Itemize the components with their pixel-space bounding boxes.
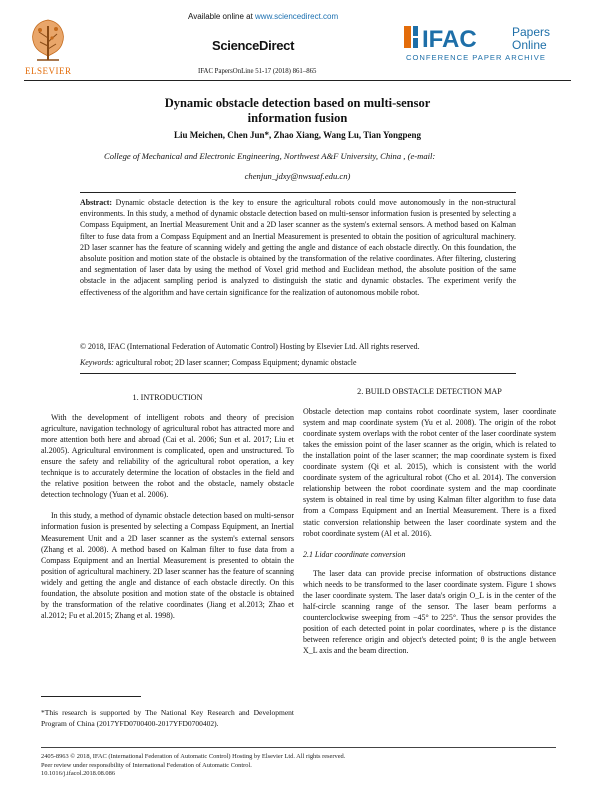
footer-doi: 10.1016/j.ifacol.2018.08.086 [41, 770, 116, 778]
affiliation-email: chenjun_jdxy@nwsuaf.edu.cn) [244, 171, 351, 181]
abstract-label: Abstract: [80, 198, 112, 207]
available-online-line [188, 12, 338, 21]
footer-peer-review: Peer review under responsibility of International Federation of Automatic Control. [41, 761, 252, 769]
elsevier-tree-logo [25, 16, 71, 64]
affiliation-line-1: College of Mechanical and Electronic Engineering, Northwest A&F University, China , (e-mail: [104, 151, 436, 161]
paper-title-line-1: Dynamic obstacle detection based on multi-sensor [164, 96, 431, 110]
intro-paragraph-1: With the development of intelligent robots and theory of precision agriculture, navigation technology of agricultural robot has attracted more and more attention both here and abroad (Cai et al. 2006; Sun et al. 2017; Liu et al.2005). Agricultural environment is complicated, open and unstructured. To ensure the safety and reliability of the agricultural robot operation, a key technique is to accurately determine the location of obstacles in the field and the relative position between the robot and the obstacle, namely obstacle detection technology (Yuan et al. 2006). [41, 413, 294, 500]
lidar-paragraph: The laser data can provide precise information of obstructions distance which needs to be transformed to the laser coordinate system. Figure 1 shows the laser coordinate system. The laser data's origin O_L is in the center of the half-circle scanning range of the sensor. The laser beam performs a counterclockwise sweeping from −45° to 225°. Thus the sensor provides the position of each detected point in polar coordinates, where ρ is the distance between reference origin and object's detected point; θ is the angle between X_L axis and the beam direction. [303, 568, 556, 655]
journal-citation: IFAC PapersOnLine 51-17 (2018) 861–865 [198, 68, 317, 75]
available-online-text: Available online at [188, 12, 256, 21]
section-heading-introduction: 1. INTRODUCTION [132, 393, 203, 402]
left-column [41, 392, 294, 631]
footer-rule [41, 747, 556, 748]
intro-paragraph-2: In this study, a method of dynamic obstacle detection based on multi-sensor information fusion is presented by selecting a Compass Equipment, an Inertial Measurement Unit and a 2D laser scanner as the system's external sensors (Zhang et al. 2008). A method based on Kalman filter to fuse data from a Compass Equipment and an Inertial Measurement is presented to obtain the position of agricultural machinery. 2D laser scanner has the feature of scanning widely and getting the angle and distance of each obstacle directly. On this foundation, the absolute position and motion state of the obstacle is obtained by the transformation of the relative coordinates (Jiang et al.2013; Zhao et al.2012; Fu et al.2015; Zhang et al. 1998). [41, 511, 294, 620]
sciencedirect-url-link[interactable]: www.sciencedirect.com [255, 12, 339, 21]
elsevier-wordmark: ELSEVIER [25, 66, 72, 76]
copyright-line: © 2018, IFAC (International Federation of Automatic Control) Hosting by Elsevier Ltd. All rights reserved. [80, 342, 420, 351]
keywords-label: Keywords: [80, 358, 114, 367]
ifac-mark-text: IFAC [422, 26, 477, 53]
abstract-block [80, 197, 516, 298]
footnote-rule [41, 696, 141, 697]
ifac-online-text: Online [512, 38, 547, 52]
author-list: Liu Meichen, Chen Jun*, Zhao Xiang, Wang Lu, Tian Yongpeng [174, 130, 421, 140]
section-heading-obstacle-map: 2. BUILD OBSTACLE DETECTION MAP [357, 387, 502, 396]
keywords-line [80, 358, 356, 367]
paper-title [0, 96, 595, 126]
sciencedirect-wordmark: ScienceDirect [212, 38, 295, 53]
footer-issn-copyright: 2405-8963 © 2018, IFAC (International Federation of Automatic Control) Hosting by Elsevier Ltd. All rights reserved. [41, 753, 346, 760]
keywords-text: agricultural robot; 2D laser scanner; Compass Equipment; dynamic obstacle [113, 358, 357, 367]
right-column [303, 386, 556, 666]
page-footer [41, 753, 345, 779]
paper-title-line-2: information fusion [247, 111, 348, 125]
funding-footnote: *This research is supported by The National Key Research and Development Program of China (2017YFD0700400-2017YFD0700402). [41, 708, 294, 728]
abstract-top-rule [80, 192, 516, 193]
abstract-text: Dynamic obstacle detection is the key to ensure the agricultural robots could move autonomously in the non-structural environments. In this study, a method of dynamic obstacle detection based on multi-sensor information fusion is presented by selecting a Compass Equipment, an Inertial Measurement Unit and a 2D laser scanner as the system's external sensors. A method based on Kalman filter to fuse data from a Compass Equipment and an Inertial Measurement is presented to obtain the position of agricultural machinery. 2D laser scanner has the feature of scanning widely and getting the angle and distance of each obstacle directly. On this foundation, the absolute position and motion state of the obstacle is obtained by the transformation of the relative coordinates. After filtering, clustering and segmentation of laser data by using the method of Voxel grid method and Euclidean method, the absolute position of the same obstacle in the adjacent sampling period is analyzed to distinguish the static and dynamic obstacles. The experiment verify the effectiveness of the algorithm and have certain significance for the realization of autonomous mobile robot. [80, 198, 516, 297]
obstacle-map-paragraph: Obstacle detection map contains robot coordinate system, laser coordinate system and map coordinate system (Yu et al. 2008). The origin of the robot coordinate system overlaps with the robot center of the laser coordinate system takes the emission point of the laser scanner as the origin, which is related to the installation point of the laser scanner; the map coordinate system is fixed coordinate system (Qi et al. 2015), which is consistent with the world coordinate system of the agricultural robot (Cho et al. 2014). The conversion relationship between the robot coordinate system and the map coordinate system is obtained in real time by using Kalman filter algorithm to fuse data from a Compass Equipment and an Inertial Measurement. There is a fixed static conversion relationship between the laser coordinate system and the robot coordinate system (Al et al. 2016). [303, 407, 556, 538]
header-divider [24, 80, 571, 81]
abstract-bottom-rule [80, 373, 516, 374]
ifac-archive-tagline: CONFERENCE PAPER ARCHIVE [406, 53, 546, 62]
ifac-papers-text: Papers [512, 25, 551, 39]
subsection-heading-lidar: 2.1 Lidar coordinate conversion [303, 549, 406, 559]
